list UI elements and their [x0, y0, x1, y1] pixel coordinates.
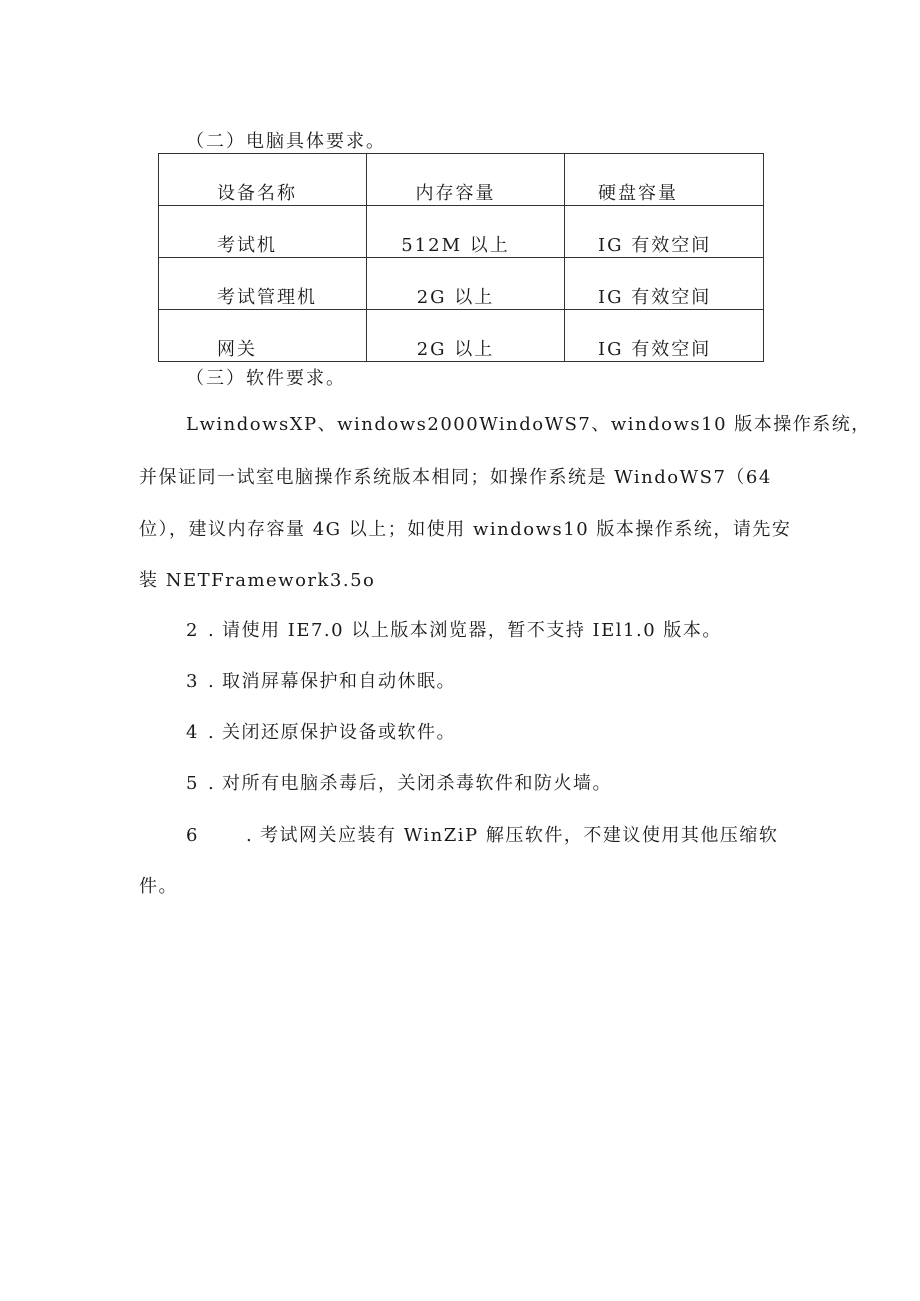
table-cell: IG 有效空间 [565, 310, 764, 362]
list-item-number: 4 [186, 722, 199, 743]
paragraph-line: 装 NETFramework3.5o [139, 570, 376, 591]
list-item-text: 取消屏幕保护和自动休眠。 [222, 671, 456, 692]
table-header-cell: 内存容量 [367, 154, 565, 206]
list-item [186, 821, 778, 847]
table-row [159, 310, 764, 362]
computer-requirements-table [158, 153, 764, 362]
table-cell: IG 有效空间 [565, 206, 764, 258]
list-item [186, 616, 722, 642]
list-item-number: 5 [186, 773, 199, 794]
list-item [186, 718, 456, 744]
table-header-row [159, 154, 764, 206]
table-cell: IG 有效空间 [565, 258, 764, 310]
table-cell: 考试管理机 [159, 258, 367, 310]
section-3-heading: （三）软件要求。 [186, 368, 346, 389]
list-item-number: 6 [186, 825, 199, 846]
list-item-text: 对所有电脑杀毒后，关闭杀毒软件和防火墙。 [222, 773, 612, 794]
list-item-dot: . [208, 620, 216, 641]
table-cell: 2G 以上 [367, 310, 565, 362]
list-item-dot: . [246, 825, 254, 846]
table-row [159, 258, 764, 310]
section-2-heading: （二）电脑具体要求。 [186, 131, 386, 152]
list-item-continuation: 件。 [139, 876, 178, 897]
table-header-cell: 硬盘容量 [565, 154, 764, 206]
list-item-dot: . [208, 722, 216, 743]
table-row [159, 206, 764, 258]
table-cell: 2G 以上 [367, 258, 565, 310]
list-item-number: 3 [186, 671, 199, 692]
paragraph-line: 并保证同一试室电脑操作系统版本相同；如操作系统是 WindoWS7（64 [139, 467, 772, 488]
list-item-text: 请使用 IE7.0 以上版本浏览器，暂不支持 IEl1.0 版本。 [222, 620, 722, 641]
list-item-text: 考试网关应装有 WinZiP 解压软件，不建议使用其他压缩软 [260, 825, 779, 846]
list-item-dot: . [208, 671, 216, 692]
table-cell: 512M 以上 [367, 206, 565, 258]
table-header-cell: 设备名称 [159, 154, 367, 206]
paragraph-line: LwindowsXP、windows2000WindoWS7、windows10 版本操作系统， [186, 414, 871, 435]
list-item [186, 769, 612, 795]
list-item-text: 关闭还原保护设备或软件。 [222, 722, 456, 743]
list-item-dot: . [208, 773, 216, 794]
table-cell: 考试机 [159, 206, 367, 258]
paragraph-line: 位），建议内存容量 4G 以上；如使用 windows10 版本操作系统，请先安 [139, 519, 792, 540]
table-cell: 网关 [159, 310, 367, 362]
list-item [186, 667, 456, 693]
list-item-number: 2 [186, 620, 199, 641]
